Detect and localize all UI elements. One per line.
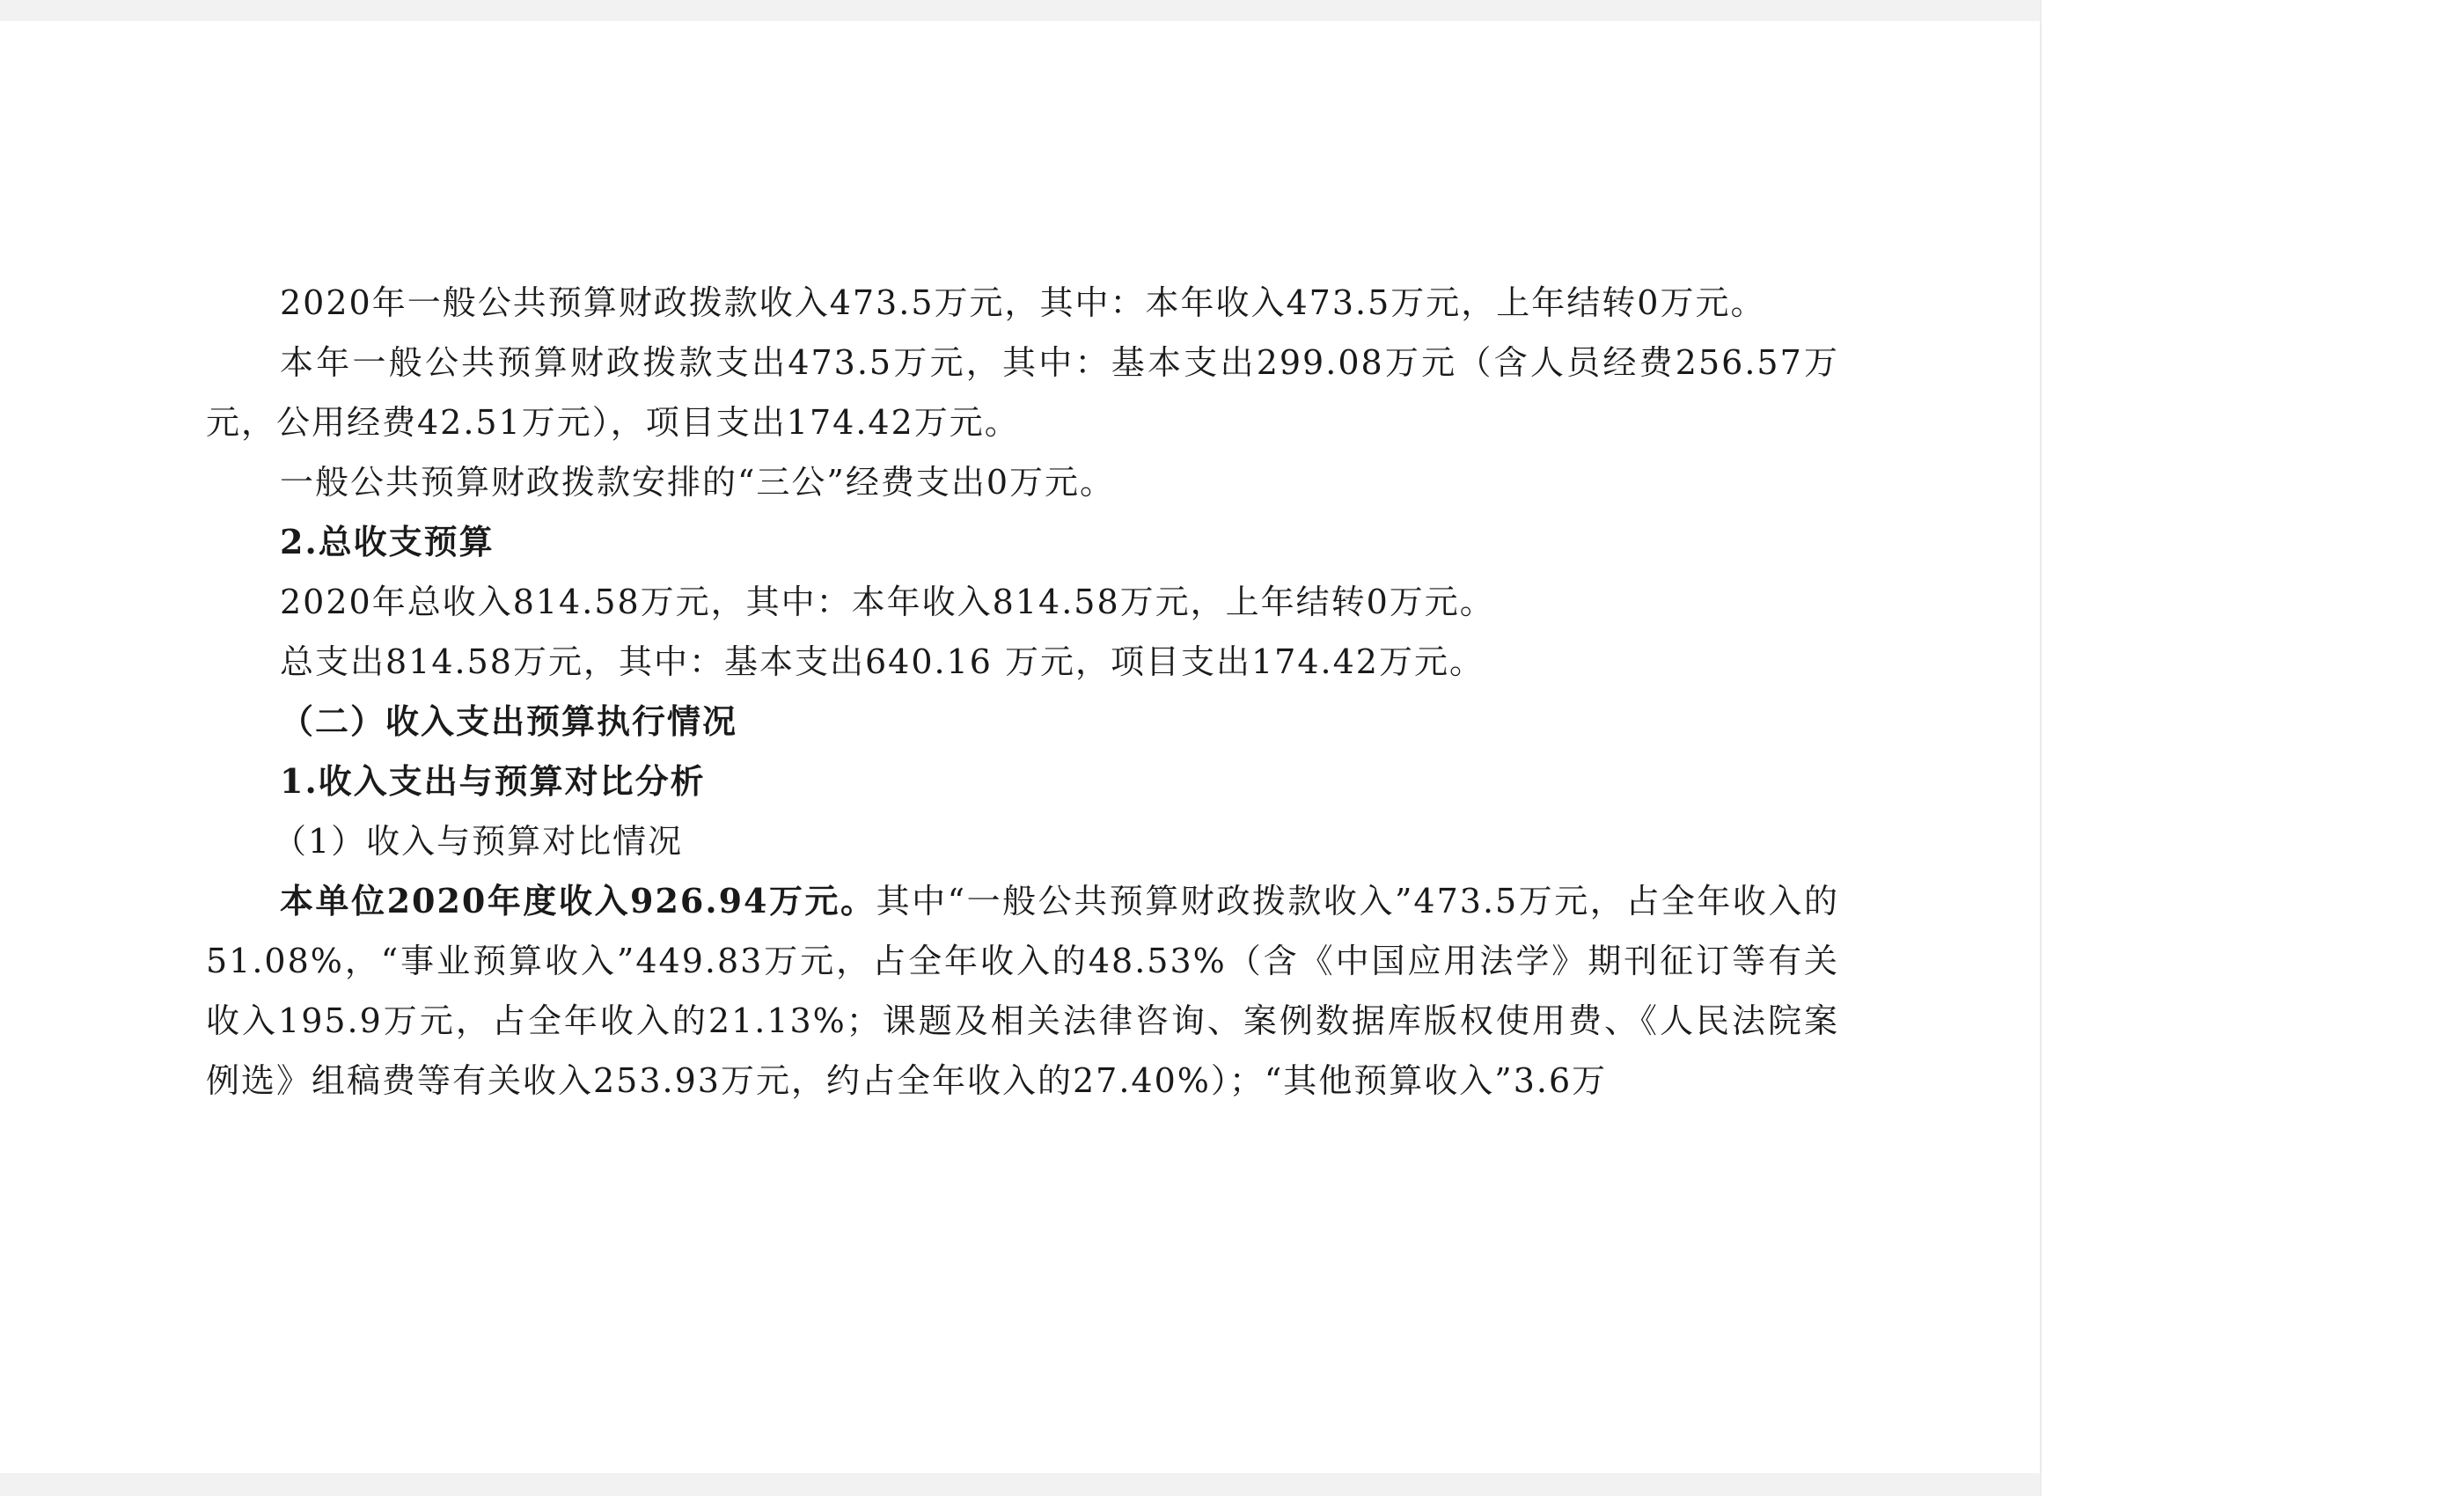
- paragraph-total-expenditure: 总支出814.58万元，其中：基本支出640.16 万元，项目支出174.42万元。: [280, 642, 1485, 681]
- paragraph-general-budget-income: 2020年一般公共预算财政拨款收入473.5万元，其中：本年收入473.5万元，上年结转0万元。: [280, 283, 1766, 322]
- subheading-income-comparison: （1）收入与预算对比情况: [273, 822, 684, 861]
- paragraph-general-budget-expenditure: 本年一般公共预算财政拨款支出473.5万元，其中：基本支出299.08万元（含人员经费256.57万元，公用经费42.51万元），项目支出174.42万元。: [206, 343, 1839, 442]
- paragraph-total-income: 2020年总收入814.58万元，其中：本年收入814.58万元，上年结转0万元。: [280, 583, 1495, 621]
- heading-budget-execution: （二）收入支出预算执行情况: [280, 701, 738, 741]
- annual-income-bold-lead: 本单位2020年度收入926.94万元。: [280, 881, 876, 920]
- scan-bottom-edge: [0, 1473, 2040, 1496]
- heading-comparison-analysis: 1.收入支出与预算对比分析: [280, 761, 706, 801]
- annual-income-detail-text: 其中“一般公共预算财政拨款收入”473.5万元，占全年收入的51.08%，“事业预算收入”449.83万元，占全年收入的48.53%（含《中国应用法学》期刊征订等有关收入195.9万元，占全年收入的21.13%；课题及相关法律咨询、案例数据库版权使用费、《人民法院案例选》组稿费等有关收入253.93万元，约占全年收入的27.40%）；“其他预算收入”3.6万: [206, 882, 1839, 1100]
- page-margin-right: [2040, 0, 2464, 1496]
- document-body: [206, 273, 1839, 1111]
- scan-top-edge: [0, 0, 2040, 21]
- heading-total-budget: 2.总收支预算: [280, 522, 495, 561]
- paragraph-three-public-expenses: 一般公共预算财政拨款安排的“三公”经费支出0万元。: [280, 463, 1116, 502]
- paragraph-annual-income-detail: [206, 871, 1839, 1111]
